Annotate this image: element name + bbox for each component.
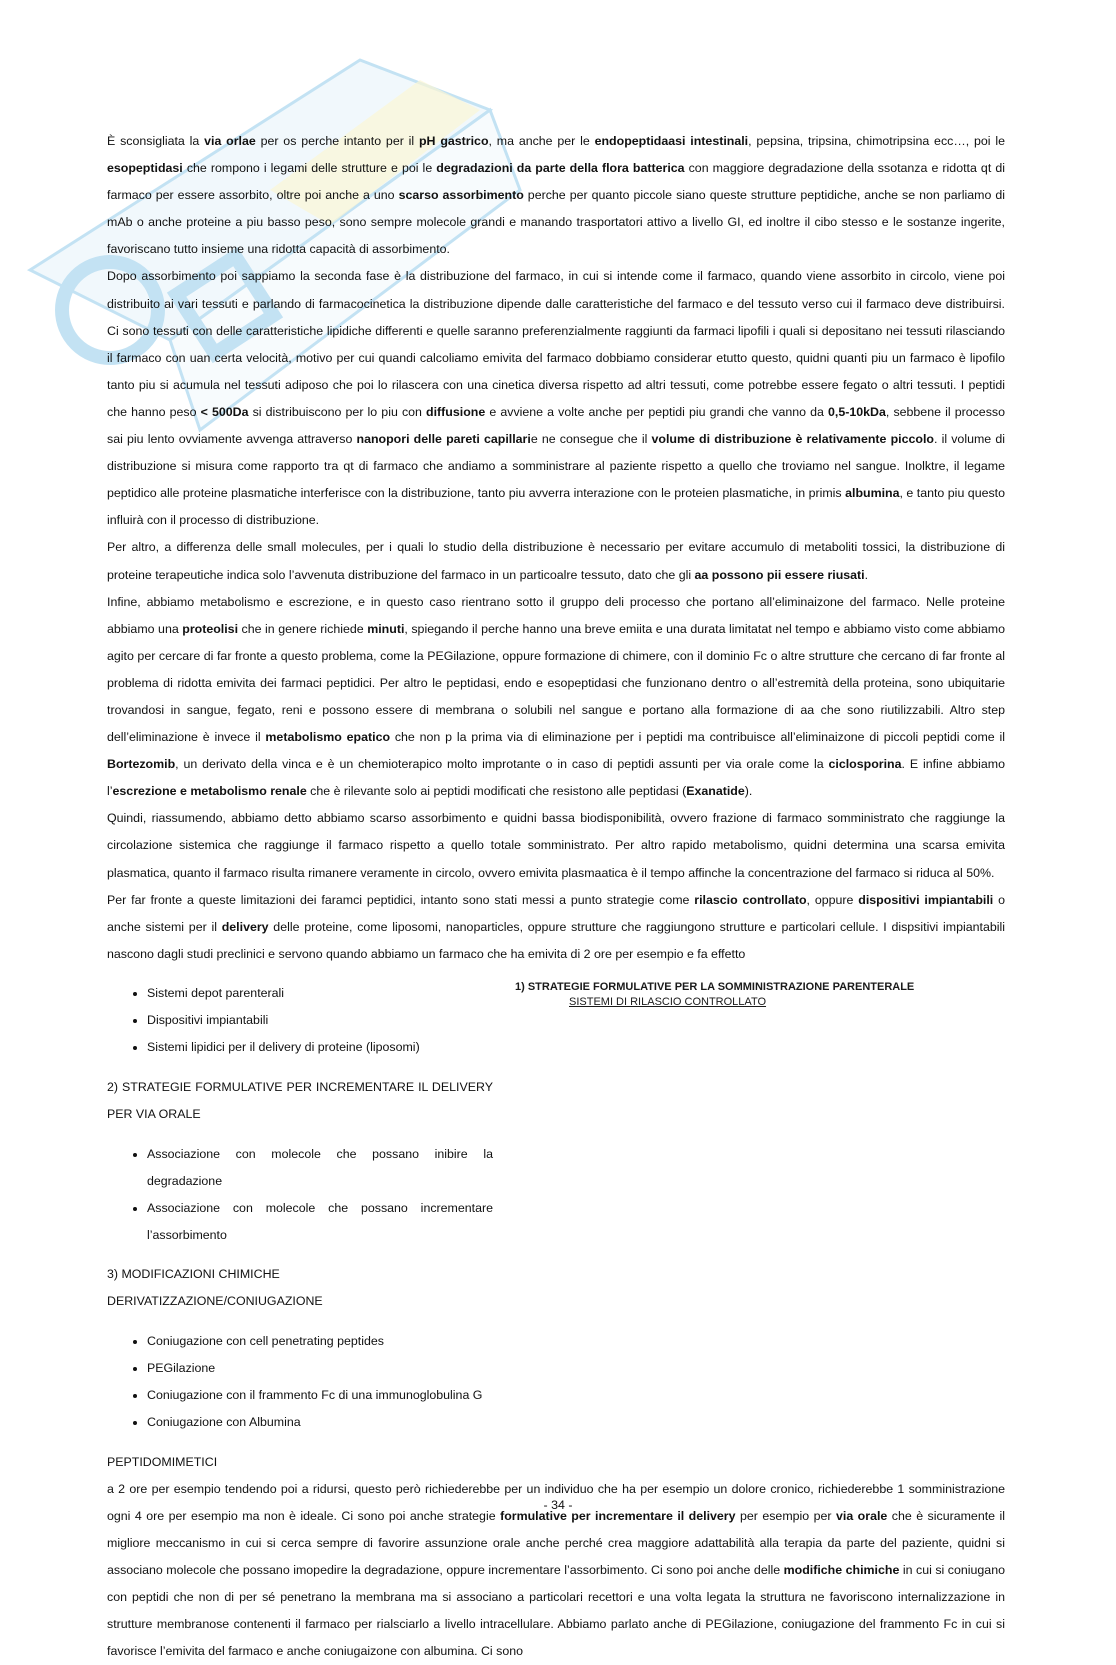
bold-text: delivery <box>221 919 269 934</box>
figure-list-item: • Dispositivi impiantabili <box>147 1007 1005 1034</box>
figure-list-item: • Coniugazione con cell penetrating peptides <box>147 1328 1005 1355</box>
page-number: - 34 - <box>543 1498 573 1512</box>
figure-section-1-title: 1) STRATEGIE FORMULATIVE PER LA SOMMINISTRAZIONE PARENTERALE <box>515 980 915 993</box>
bold-text: degradazioni da parte della flora batterica <box>436 161 685 176</box>
bold-text: metabolismo epatico <box>265 730 391 745</box>
figure-section-3-subtitle: DERIVATIZZAZIONE/CONIUGAZIONE <box>107 1294 323 1309</box>
paragraph-lead: Per far fronte a queste limitazioni dei faramci peptidici, intanto sono stati messi a punto strategie come rilascio controllato, oppure dispositivi impiantabili o anche sistemi per il delivery delle proteine, come liposomi, nanoparticles, oppure strutture che raggiungono strutture e particolari cellule. I dispsitivi impiantabili nascono dagli studi preclinici e servono quando abbiamo un farmaco che ha emivita di 2 ore per esempio e fa effetto <box>107 892 1006 961</box>
bold-text: scarso assorbimento <box>398 188 524 203</box>
figure-list-item: • Sistemi depot parenterali <box>147 980 1005 1007</box>
figure-section-3-list <box>107 1328 1005 1436</box>
figure-list-item: • PEGilazione <box>147 1355 1005 1382</box>
bold-text: formulative per incrementare il delivery <box>500 1508 736 1523</box>
bold-text: dispositivi impiantabili <box>858 892 994 907</box>
paragraph-rest: a 2 ore per esempio tendendo poi a ridursi, questo però richiederebbe per un individuo che ha per esempio un dolore cronico, richiederebbe 1 somministrazione ogni 4 ore per esempio ma non è ideale. Ci sono poi anche strategie formulative per incrementare il delivery per esempio per via orale che è sicuramente il migliore meccanismo in cui si cerca sempre di favorire assunzione orale anche perché crea maggiore adattabilità alla terapia da parte del paziente, quidni si associano molecole che possano imopedire la degradazione, oppure incrementare l’assorbimento. Ci sono poi anche delle modifiche chimiche in cui si coniugano con peptidi che non di per sé penetrano la membrana ma si associano a particolari recettori e una volta legata la struttura ne favoriscono internalizzazione in strutture membranose contenenti il farmaco per rialsciarlo a livello intracellulare. Abbiamo parlato anche di PEGilazione, coniugazione del frammento Fc in cui si favorisce l’emivita del farmaco e anche coniugaizone con albumina. Ci sono <box>107 1481 1006 1659</box>
bold-text: modifiche chimiche <box>783 1563 900 1578</box>
bold-text: ciclosporina <box>828 757 902 772</box>
figure-list-item: • Associazione con molecole che possano incrementare l’assorbimento <box>147 1195 1005 1249</box>
figure-list-item: • Associazione con molecole che possano inibire la degradazione <box>147 1141 1005 1195</box>
paragraph: Quindi, riassumendo, abbiamo detto abbiamo scarso assorbimento e quidni bassa biodisponibilità, ovvero frazione di farmaco somministrato che raggiunge la circolazione sistemica che raggiunge il farmaco rispetto a quello totale somministrato. Per altro rapido metabolismo, quidni determina una scarsa emivita plasmatica, quanto il farmaco risulta rimanere veramente in circolo, ovvero emivita plasmaatica è il tempo affinche la concentrazione del farmaco si riduca al 50%. <box>107 811 1005 880</box>
bold-text: 0,5-10kDa <box>828 404 886 419</box>
bold-text: aa possono pii essere riusati <box>694 567 865 582</box>
paragraph: Dopo assorbimento poi sappiamo la seconda fase è la distribuzione del farmaco, in cui si intende come il farmaco, quando viene assorbito in circolo, viene poi distribuito ai vari tessuti e parlando di farmacocinetica la distribuzione dipende dalle caratteristiche del farmaco e del tessuto verso cui il farmaco deve distribuirsi. Ci sono tessuti con delle caratteristiche lipidiche differenti e quelle saranno preferenzialmente raggiunti da farmaci lipofili i quali si depositano nei tessuti rilasciando il farmaco con uan certa velocità, motivo per cui quandi calcoliamo emivita del farmaco dobbiamo considerar etutto questo, quidni quanti piu un farmaco è lipofilo tanto piu si acumula nel tessuti adiposo che poi lo rilascera con una cinetica diversa rispetto ad altri tessuti, come potrebbe essere fegato o altri tessuti. I peptidi che hanno peso < 500Da si distribuiscono per lo piu con diffusione e avviene a volte anche per peptidi piu grandi che vanno da 0,5-10kDa, sebbene il processo sai piu lento ovviamente avvenga attraverso nanopori delle pareti capillarie ne consegue che il volume di distribuzione è relativamente piccolo. il volume di distribuzione si misura come rapporto tra qt di farmaco che andiamo a somministrare al paziente rispetto a quello che troviamo nel sangue. Inolktre, il legame peptidico alle proteine plasmatiche interferisce con la distribuzione, tanto piu avverra interazione con le proteien plasmatiche, in primis albumina, e tanto piu questo influirà con il processo di distribuzione. <box>107 269 1006 528</box>
bold-text: volume di distribuzione è relativamente piccolo <box>651 432 934 447</box>
paragraph: Per altro, a differenza delle small molecules, per i quali lo studio della distribuzione è necessario per evitare accumulo di metaboliti tossici, la distribuzione di proteine terapeutiche indica solo l’avvenuta distribuzione del farmaco in un particoalre tessuto, dato che gli aa possono pii essere riusati. <box>107 540 1005 582</box>
bold-text: nanopori delle pareti capillari <box>356 432 531 447</box>
strategies-figure <box>515 980 1005 1292</box>
bold-text: esopeptidasi <box>107 161 183 176</box>
bold-text: < 500Da <box>200 404 249 419</box>
paragraph: È sconsigliata la via orlae per os perche intanto per il pH gastrico, ma anche per le endopeptidaasi intestinali, pepsina, tripsina, chimotripsina ecc…, poi le esopeptidasi che rompono i legami delle strutture e poi le degradazioni da parte della flora batterica con maggiore degradazione della ssotanza e ridotta qt di farmaco per essere assorbito, oltre poi anche a uno scarso assorbimento perche per quanto piccole siano queste strutture peptidiche, anche se non parliamo di mAb o anche proteine a piu basso peso, sono sempre molecole grandi e manando trasportatori attivo a livello GI, ed inoltre il cibo stesso e le sostanze ingerite, favoriscano tutto insieme una ridotta capacità di assorbimento. <box>107 134 1005 257</box>
bold-text: via orale <box>836 1508 888 1523</box>
bold-text: proteolisi <box>182 621 239 636</box>
figure-section-1-subtitle: SISTEMI DI RILASCIO CONTROLLATO <box>569 996 767 1009</box>
page-body <box>107 128 1005 1665</box>
bold-text: Bortezomib <box>107 757 176 772</box>
bold-text: minuti <box>367 621 405 636</box>
bold-text: escrezione e metabolismo renale <box>112 784 307 799</box>
bold-text: pH gastrico <box>418 134 489 148</box>
bold-text: albumina <box>845 486 900 501</box>
figure-list-item: • Sistemi lipidici per il delivery di proteine (liposomi) <box>147 1034 1005 1061</box>
figure-section-2-title: 2) STRATEGIE FORMULATIVE PER INCREMENTARE IL DELIVERY PER VIA ORALE <box>107 1079 493 1122</box>
figure-list-item: • Coniugazione con Albumina <box>147 1409 1005 1436</box>
bold-text: endopeptidaasi intestinali <box>594 134 749 148</box>
paragraph: Infine, abbiamo metabolismo e escrezione, e in questo caso rientrano sotto il gruppo deli processo che portano all’eliminaizone del farmaco. Nelle proteine abbiamo una proteolisi che in genere richiede minuti, spiegando il perche hanno una breve emiita e una durata limitatat nel tempo e abbiamo visto come abbiamo agito per cercare di far fronte a questo problema, come la PEGilazione, oppure formazione di chimere, con il dominio Fc o altre strutture che cercano di far fronte al problema di ridotta emivita dei farmaci peptidici. Per altro le peptidasi, endo e esopeptidasi che funzionano dentro o all’estremità della proteina, sono ubiquitarie trovandosi in sangue, fegato, reni e possono essere di membrana o solubili nel sangue e portano alla formazione di aa che sono riutilizzabili. Altro step dell’eliminazione è invece il metabolismo epatico che non p la prima via di eliminazione per i peptidi ma contribuisce all’eliminaizone di piccoli peptidi come il Bortezomib, un derivato della vinca e è un chemioterapico molto improtante o in caso di peptidi assunti per via orale come la ciclosporina. E infine abbiamo l’escrezione e metabolismo renale che è rilevante solo ai peptidi modificati che resistono alle peptidasi (Exanatide). <box>107 594 1006 799</box>
bold-text: via orlae <box>204 134 256 148</box>
bold-text: Exanatide <box>686 784 745 799</box>
bold-text: rilascio controllato <box>694 892 807 907</box>
bold-text: diffusione <box>426 404 486 419</box>
figure-list-item: • Coniugazione con il frammento Fc di una immunoglobulina G <box>147 1382 1005 1409</box>
figure-section-3-title: 3) MODIFICAZIONI CHIMICHE <box>107 1267 280 1282</box>
figure-section-3-subtitle-2: PEPTIDOMIMETICI <box>107 1454 218 1469</box>
